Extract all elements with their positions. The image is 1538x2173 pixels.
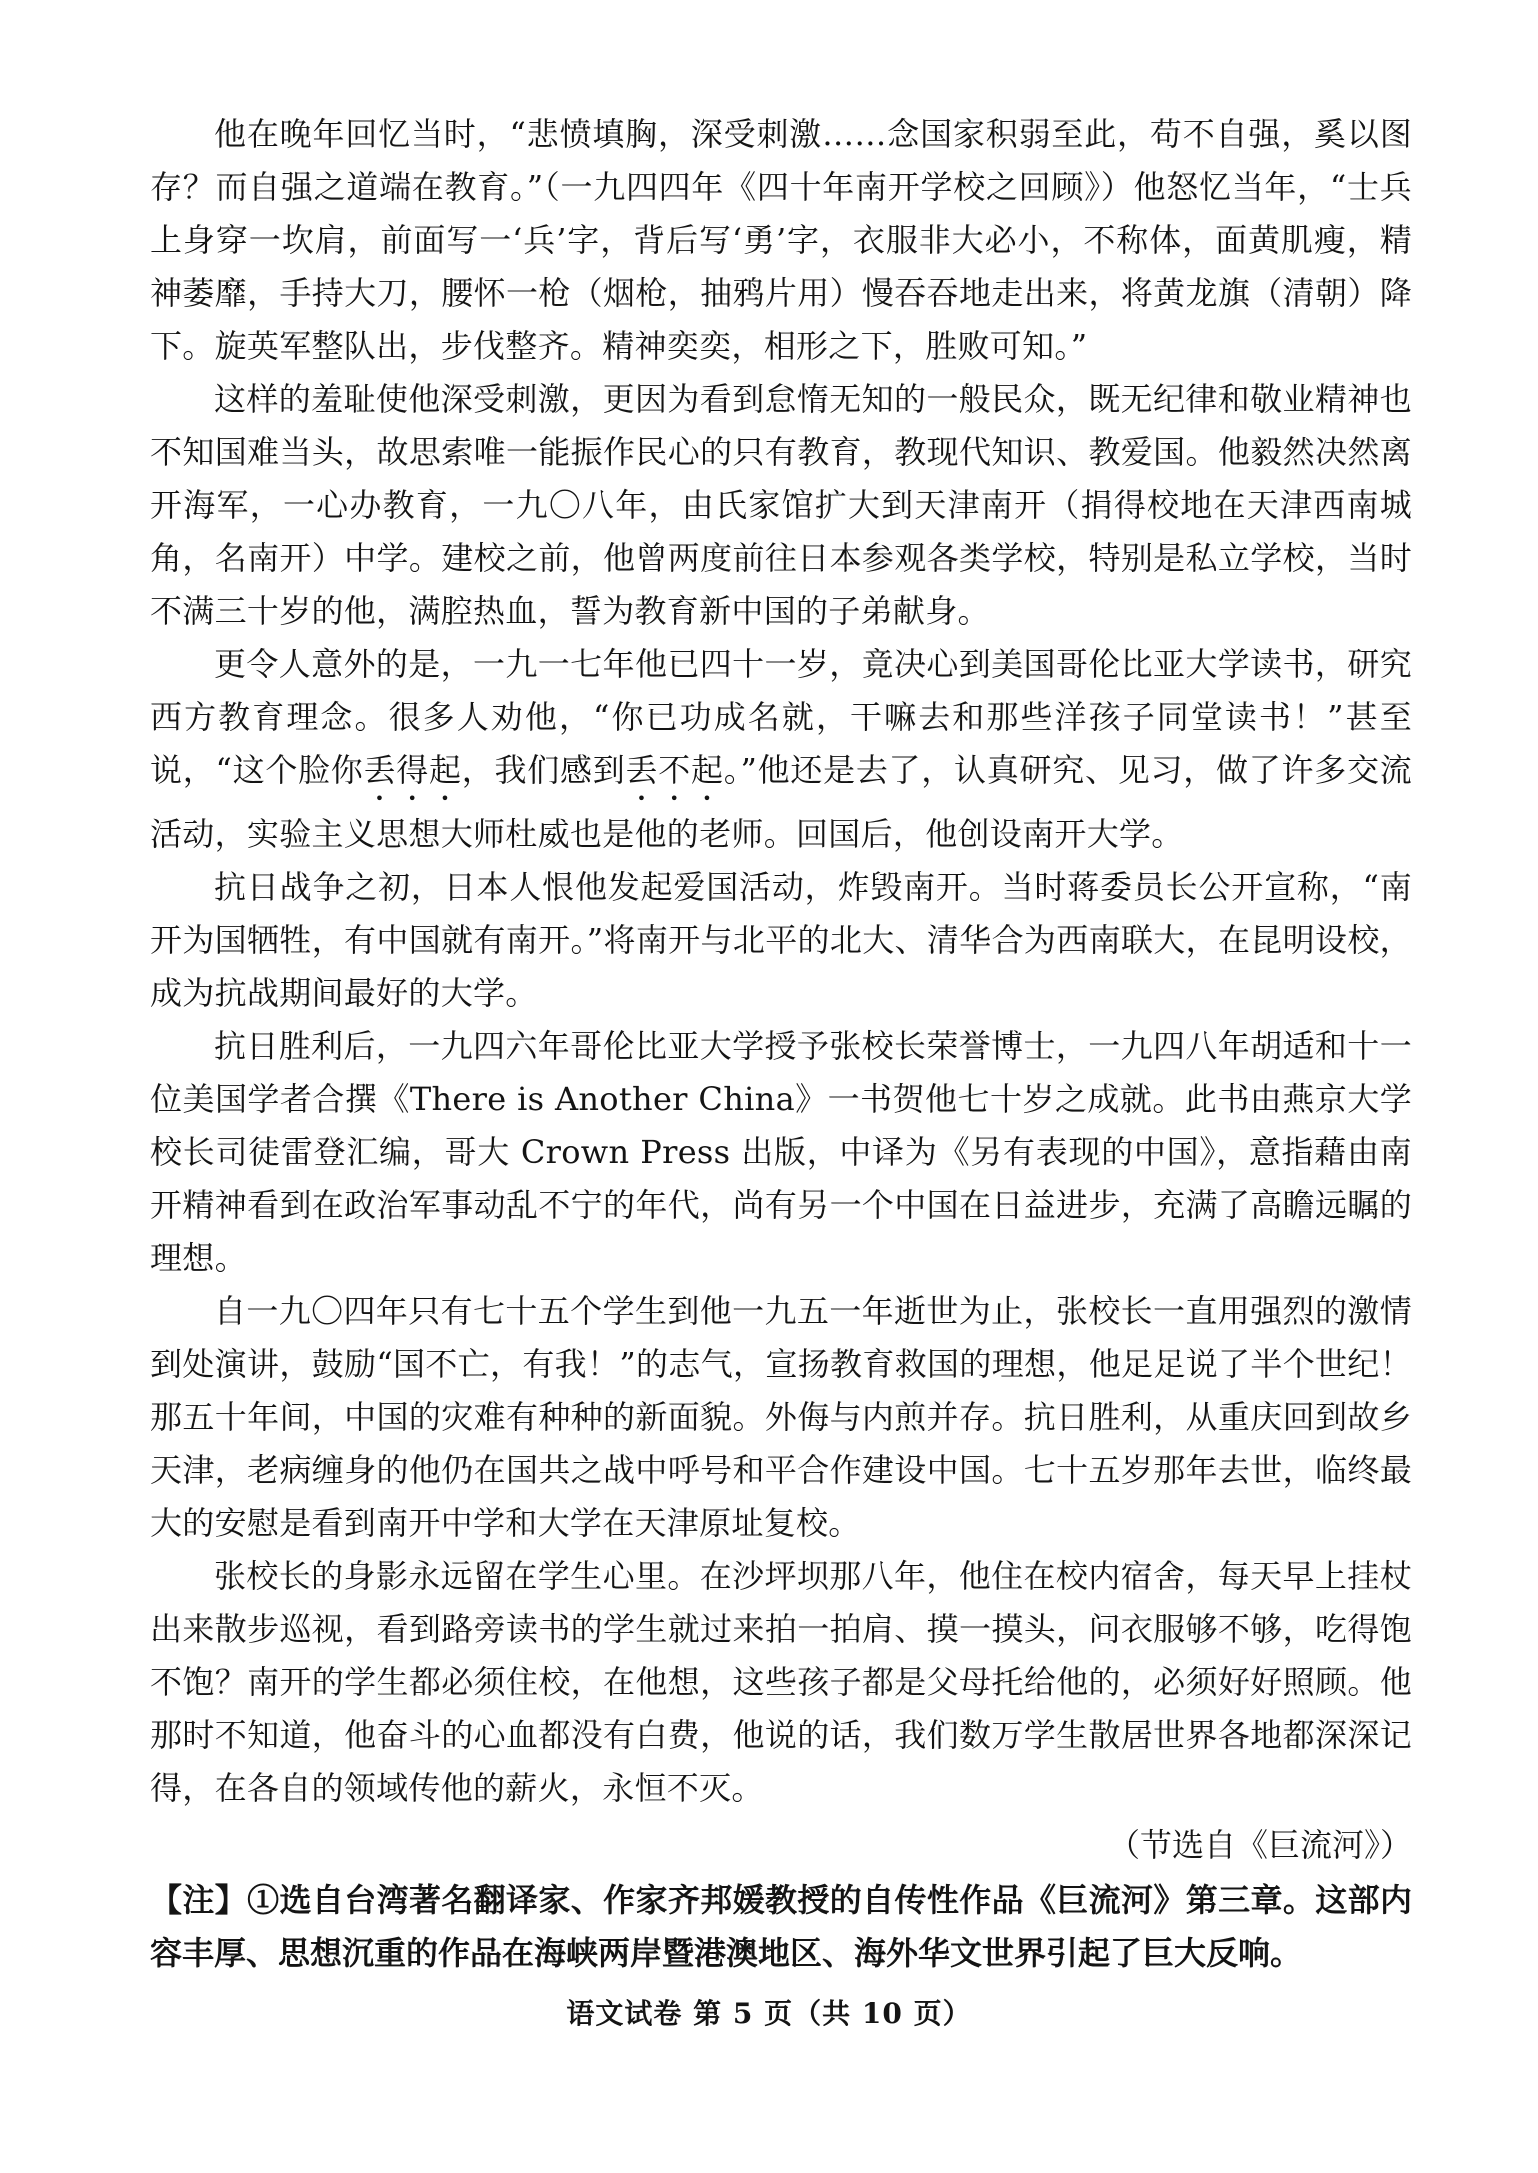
paragraph-3-text-c: 。”他还是去了，认真研究、见习，做了许多交流活动，实验主义思想大师杜威也是他的老师。回国后，他创设南开大学。 [150, 751, 1412, 853]
paragraph-6: 自一九〇四年只有七十五个学生到他一九五一年逝世为止，张校长一直用强烈的激情到处演讲，鼓励“国不亡，有我！”的志气，宣扬教育救国的理想，他足足说了半个世纪！那五十年间，中国的灾难有种种的新面貌。外侮与内煎并存。抗日胜利，从重庆回到故乡天津，老病缠身的他仍在国共之战中呼号和平合作建设中国。七十五岁那年去世，临终最大的安慰是看到南开中学和大学在天津原址复校。 [150, 1292, 1412, 1542]
emphasis-dotted-1: 丢得起 [363, 751, 462, 789]
paragraph-3-text-b: ，我们感到 [461, 751, 626, 789]
paragraph-2: 这样的羞耻使他深受刺激，更因为看到怠惰无知的一般民众，既无纪律和敬业精神也不知国难当头，故思索唯一能振作民心的只有教育，教现代知识、教爱国。他毅然决然离开海军，一心办教育，一九〇八年，由氏家馆扩大到天津南开（捐得校地在天津西南城角，名南开）中学。建校之前，他曾两度前往日本参观各类学校，特别是私立学校，当时不满三十岁的他，满腔热血，誓为教育新中国的子弟献身。 [150, 380, 1412, 630]
paragraph-1: 他在晚年回忆当时，“悲愤填胸，深受刺激……念国家积弱至此，苟不自强，奚以图存？而自强之道端在教育。”（一九四四年《四十年南开学校之回顾》）他怒忆当年，“士兵上身穿一坎肩，前面写一‘兵’字，背后写‘勇’字，衣服非大必小，不称体，面黄肌瘦，精神萎靡，手持大刀，腰怀一枪（烟枪，抽鸦片用）慢吞吞地走出来，将黄龙旗（清朝）降下。旋英军整队出，步伐整齐。精神奕奕，相形之下，胜败可知。” [150, 115, 1412, 365]
paragraph-5: 抗日胜利后，一九四六年哥伦比亚大学授予张校长荣誉博士，一九四八年胡适和十一位美国学者合撰《There is Another China》一书贺他七十岁之成就。此书由燕京大学校长司徒雷登汇编，哥大 Crown Press 出版，中译为《另有表现的中国》，意指藉由南开精神看到在政治军事动乱不宁的年代，尚有另一个中国在日益进步，充满了高瞻远瞩的理想。 [150, 1027, 1412, 1277]
source-citation: （节选自《巨流河》） [1107, 1826, 1412, 1864]
page-footer: 语文试卷 第 5 页（共 10 页） [566, 1997, 972, 2030]
paragraph-4: 抗日战争之初，日本人恨他发起爱国活动，炸毁南开。当时蒋委员长公开宣称，“南开为国牺牲，有中国就有南开。”将南开与北平的北大、清华合为西南联大，在昆明设校，成为抗战期间最好的大学。 [150, 868, 1412, 1012]
footnote: 【注】①选自台湾著名翻译家、作家齐邦媛教授的自传性作品《巨流河》第三章。这部内容丰厚、思想沉重的作品在海峡两岸暨港澳地区、海外华文世界引起了巨大反响。 [150, 1881, 1412, 1972]
paragraph-7: 张校长的身影永远留在学生心里。在沙坪坝那八年，他住在校内宿舍，每天早上挂杖出来散步巡视，看到路旁读书的学生就过来拍一拍肩、摸一摸头，问衣服够不够，吃得饱不饱？南开的学生都必须住校，在他想，这些孩子都是父母托给他的，必须好好照顾。他那时不知道，他奋斗的心血都没有白费，他说的话，我们数万学生散居世界各地都深深记得，在各自的领域传他的薪火，永恒不灭。 [150, 1557, 1412, 1807]
paragraph-3-text-a: 更令人意外的是，一九一七年他已四十一岁，竟决心到美国哥伦比亚大学读书，研究西方教育理念。很多人劝他，“你已功成名就，干嘛去和那些洋孩子同堂读书！”甚至说，“这个脸你 [150, 645, 1412, 789]
paragraph-3 [150, 638, 1412, 861]
article-body [150, 108, 1412, 1980]
emphasis-dotted-2: 丢不起 [625, 751, 724, 789]
